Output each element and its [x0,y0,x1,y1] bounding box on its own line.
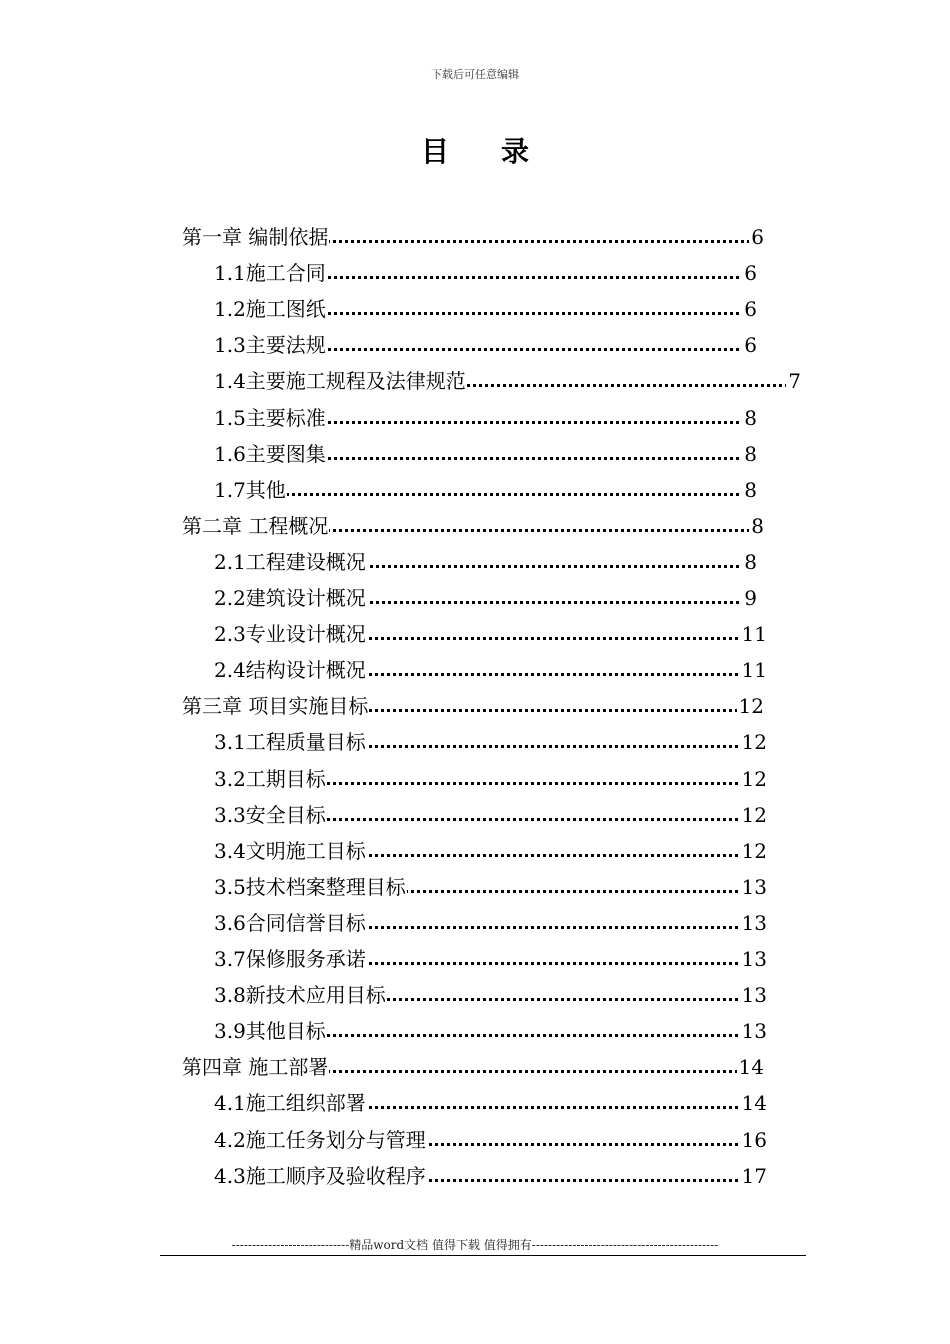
toc-entry-label: 2.1工程建设概况 [214,550,366,574]
toc-entry-label: 3.4文明施工目标 [214,839,366,863]
toc-entry[interactable] [182,1049,764,1085]
toc-entry-page: 8 [749,508,764,544]
toc-entry-page: 12 [740,724,767,760]
toc-entry[interactable] [214,255,757,291]
toc-entry[interactable] [182,688,764,724]
toc-entry[interactable] [214,544,757,580]
toc-entry[interactable] [214,1013,767,1049]
toc-entry-page: 13 [740,869,767,905]
toc-entry-label: 3.1工程质量目标 [214,730,366,754]
toc-entry-page: 13 [740,977,767,1013]
toc-entry-page: 12 [740,833,767,869]
toc-entry-page: 6 [749,219,764,255]
toc-entry-page: 6 [742,255,757,291]
toc-entry[interactable] [214,905,767,941]
toc-entry-label: 3.6合同信誉目标 [214,911,366,935]
toc-entry-page: 6 [742,327,757,363]
toc-entry-label: 1.5主要标准 [214,406,326,430]
toc-entry-page: 11 [740,652,767,688]
toc-entry[interactable] [214,472,757,508]
toc-entry[interactable] [214,977,767,1013]
toc-entry-page: 13 [740,1013,767,1049]
toc-entry[interactable] [214,363,801,399]
toc-entry-label: 3.8新技术应用目标 [214,983,386,1007]
toc-entry[interactable] [214,869,767,905]
toc-entry-page: 12 [737,688,764,724]
toc-title-left: 目 [420,135,449,168]
toc-entry-page: 9 [742,580,757,616]
toc-entry-label: 第四章 施工部署 [182,1055,329,1079]
toc-entry-page: 12 [740,761,767,797]
toc-entry[interactable] [214,400,757,436]
toc-entry-label: 4.1施工组织部署 [214,1091,366,1115]
toc-leader-dots [214,491,757,496]
toc-entry-page: 17 [740,1158,767,1194]
toc-entry-label: 3.3安全目标 [214,803,326,827]
toc-entry-label: 3.7保修服务承诺 [214,947,366,971]
toc-entry[interactable] [182,219,764,255]
toc-entry-page: 8 [742,436,757,472]
toc-entry-label: 3.5技术档案整理目标 [214,875,406,899]
toc-entry-page: 8 [742,544,757,580]
toc-entry[interactable] [214,1085,767,1121]
toc-entry-label: 2.2建筑设计概况 [214,586,366,610]
toc-entry-page: 14 [737,1049,764,1085]
toc-entry[interactable] [214,436,757,472]
toc-entry-label: 4.2施工任务划分与管理 [214,1128,426,1152]
toc-entry-label: 1.6主要图集 [214,442,326,466]
toc-entry-label: 1.3主要法规 [214,333,326,357]
toc-entry-label: 第二章 工程概况 [182,514,329,538]
toc-entry-label: 第一章 编制依据 [182,225,329,249]
toc-entry-page: 16 [740,1122,767,1158]
header-note: 下载后可任意编辑 [431,68,519,81]
toc-entry[interactable] [214,797,767,833]
toc-entry-page: 14 [740,1085,767,1121]
toc-entry[interactable] [214,580,757,616]
toc-title-right: 录 [501,135,530,168]
toc-entry-label: 3.9其他目标 [214,1019,326,1043]
toc-entry-page: 8 [742,472,757,508]
toc-entry-label: 4.3施工顺序及验收程序 [214,1164,426,1188]
toc-entry[interactable] [214,291,757,327]
toc-entry-label: 1.2施工图纸 [214,297,326,321]
toc-entry[interactable] [182,508,764,544]
toc-entry-page: 11 [740,616,767,652]
footer-note: -----------------------------精品word文档 值得下载 值得拥有---------------------------------------------- [231,1238,719,1252]
toc-entry[interactable] [214,616,767,652]
toc-entry-label: 2.3专业设计概况 [214,622,366,646]
toc-title [0,130,950,170]
toc-entry-page: 12 [740,797,767,833]
footer-rule [160,1255,806,1256]
toc-entry-label: 3.2工期目标 [214,767,326,791]
toc-entry-label: 2.4结构设计概况 [214,658,366,682]
toc-entry-page: 13 [740,905,767,941]
toc-entry[interactable] [214,327,757,363]
toc-entry-label: 1.1施工合同 [214,261,326,285]
toc-entry-label: 1.4主要施工规程及法律规范 [214,369,466,393]
toc-entry-page: 6 [742,291,757,327]
toc-entry-page: 7 [786,363,801,399]
toc-entry-label: 第三章 项目实施目标 [182,694,369,718]
toc-entry[interactable] [214,1122,767,1158]
toc-entry[interactable] [214,1158,767,1194]
toc-entry-label: 1.7其他 [214,478,286,502]
toc-entry-page: 13 [740,941,767,977]
toc-entry[interactable] [214,652,767,688]
toc-entry[interactable] [214,941,767,977]
toc-entry[interactable] [214,724,767,760]
toc-entry[interactable] [214,761,767,797]
toc-entry-page: 8 [742,400,757,436]
toc-entry[interactable] [214,833,767,869]
